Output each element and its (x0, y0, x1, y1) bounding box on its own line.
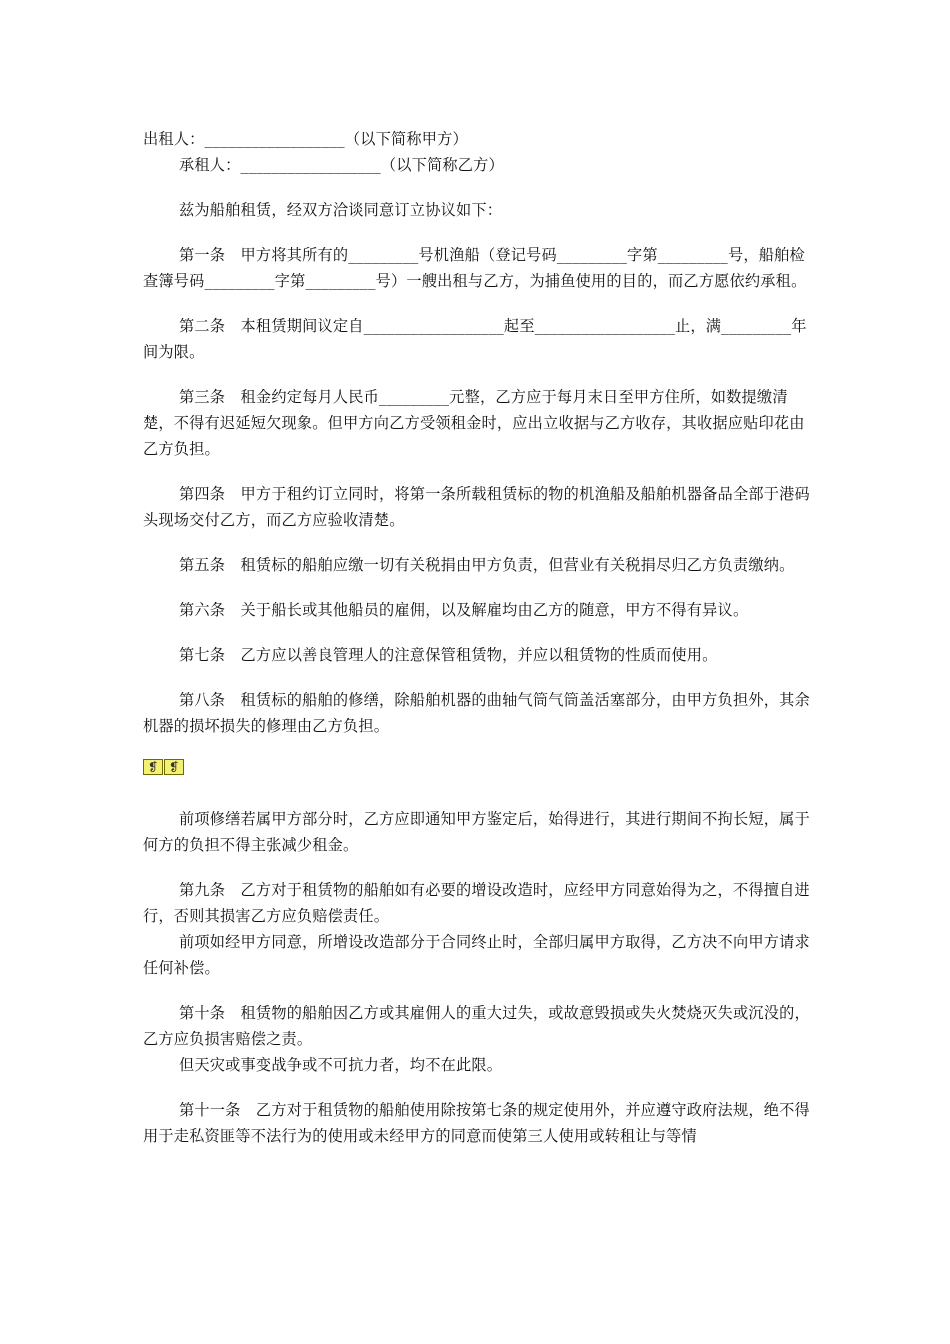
embedded-object-icons (143, 758, 813, 776)
link-icon[interactable]: ❡ (164, 759, 184, 775)
article-8-note: 前项修缮若属甲方部分时，乙方应即通知甲方鉴定后，始得进行，其进行期间不拘长短，属于何方的负担不得主张减少租金。 (143, 810, 810, 854)
link-icon[interactable]: ❡ (143, 759, 163, 775)
article-6: 第六条 关于船长或其他船员的雇佣，以及解雇均由乙方的随意，甲方不得有异议。 (179, 601, 749, 619)
article-8: 第八条 租赁标的船舶的修缮，除船舶机器的曲轴气筒气筒盖活塞部分，由甲方负担外，其余机器的损坏损失的修理由乙方负担。 (143, 691, 810, 735)
lessee-line: 承租人：__________________（以下简称乙方） (179, 156, 504, 174)
preamble: 兹为船舶租赁，经双方洽谈同意订立协议如下： (179, 201, 503, 219)
article-1: 第一条 甲方将其所有的_________号机渔船（登记号码_________字第_________号，船舶检查簿号码_________字第_________号）一艘出租与乙方，为捕鱼使用的目的，而乙方愿依约承租。 (143, 246, 807, 290)
article-10: 第十条 租赁物的船舶因乙方或其雇佣人的重大过失，或故意毁损或失火焚烧灭失或沉没的，乙方应负损害赔偿之责。 (143, 1004, 810, 1048)
article-2: 第二条 本租赁期间议定自__________________起至__________________止，满_________年间为限。 (143, 317, 807, 361)
article-9: 第九条 乙方对于租赁物的船舶如有必要的增设改造时，应经甲方同意始得为之，不得擅自进行，否则其损害乙方应负赔偿责任。 (143, 881, 810, 925)
article-7: 第七条 乙方应以善良管理人的注意保管租赁物，并应以租赁物的性质而使用。 (179, 646, 718, 664)
contract-body (143, 126, 813, 1149)
article-11: 第十一条 乙方对于租赁物的船舶使用除按第七条的规定使用外，并应遵守政府法规，绝不得用于走私资匪等不法行为的使用或未经甲方的同意而使第三人使用或转租让与等情 (143, 1101, 810, 1145)
article-3: 第三条 租金约定每月人民币_________元整，乙方应于每月末日至甲方住所，如数提缴清楚，不得有迟延短欠现象。但甲方向乙方受领租金时，应出立收据与乙方收存，其收据应贴印花由乙方负担。 (143, 388, 805, 458)
article-9-note: 前项如经甲方同意，所增设改造部分于合同终止时，全部归属甲方取得，乙方决不向甲方请求任何补偿。 (143, 933, 810, 977)
article-4: 第四条 甲方于租约订立同时，将第一条所载租赁标的物的机渔船及船舶机器备品全部于港码头现场交付乙方，而乙方应验收清楚。 (143, 485, 810, 529)
lessor-line: 出租人：__________________（以下简称甲方） (143, 130, 468, 148)
article-10-note: 但天灾或事变战争或不可抗力者，均不在此限。 (179, 1056, 503, 1074)
article-5: 第五条 租赁标的船舶应缴一切有关税捐由甲方负责，但营业有关税捐尽归乙方负责缴纳。 (179, 556, 795, 574)
